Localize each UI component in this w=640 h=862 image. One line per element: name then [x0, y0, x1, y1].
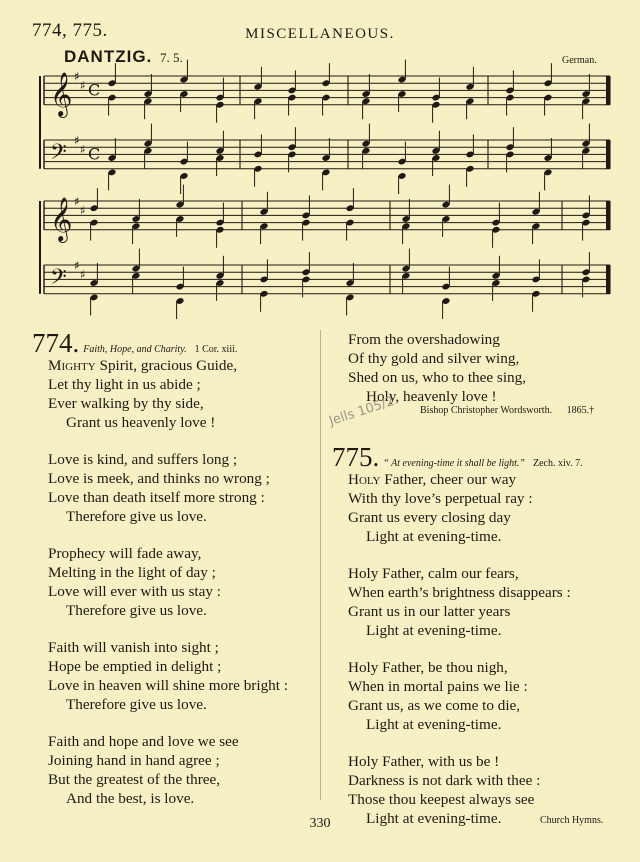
hymn-774-heading — [32, 330, 237, 357]
verse-line: Love is kind, and suffers long ; — [48, 451, 238, 468]
hymn-774-continuation — [348, 330, 526, 406]
music-score — [0, 0, 640, 330]
verse-line: Love than death itself more strong : — [48, 489, 265, 506]
page-number: 330 — [309, 816, 331, 831]
sharp-sign: ♯ — [80, 203, 86, 218]
hymn-774-text — [48, 356, 288, 808]
hymn-775-number: 775. — [332, 442, 380, 472]
verse-line: Light at evening-time. — [366, 622, 502, 639]
verse-line: Holy Father, with us be ! — [348, 753, 500, 770]
verse-line: Holy Father, be thou nigh, — [348, 659, 508, 676]
sharp-sign: ♯ — [74, 194, 80, 209]
verse-line: But the greatest of the three, — [48, 771, 221, 788]
hymn-775-first-line-rest: Father, cheer our way — [380, 471, 517, 488]
verse-line: Ever walking by thy side, — [48, 395, 204, 412]
sharp-sign: ♯ — [74, 69, 80, 84]
verse-line: Love in heaven will shine more bright : — [48, 677, 288, 694]
hymn-775-first-word: Holy — [348, 471, 381, 488]
hymn-775-heading — [332, 444, 583, 471]
verse-line: And the best, is love. — [66, 790, 195, 807]
verse-line: Faith will vanish into sight ; — [48, 639, 219, 656]
verse-line: When earth’s brightness disappears : — [348, 584, 571, 601]
hymn-774-number: 774. — [32, 328, 80, 358]
verse-line: Therefore give us love. — [66, 602, 207, 619]
verse-line: Light at evening-time. — [366, 716, 502, 733]
bass-clef: 𝄢 — [50, 264, 67, 295]
hymn-774-reference: 1 Cor. xiii. — [194, 344, 238, 355]
verse-line: Holy Father, calm our fears, — [348, 565, 519, 582]
hymn-775-source: Church Hymns. — [540, 815, 604, 826]
tune-name: DANTZIG. — [64, 47, 153, 66]
verse-line: Light at evening-time. — [366, 810, 502, 827]
verse-line: Love is meek, and thinks no wrong ; — [48, 470, 270, 487]
verse-line: Light at evening-time. — [366, 528, 502, 545]
hymn-numbers-header: 774, 775. — [32, 20, 108, 41]
sharp-sign: ♯ — [80, 142, 86, 157]
final-bar — [606, 265, 610, 294]
verse-line: Love will ever with us stay : — [48, 583, 221, 600]
hymn-774-title: Faith, Hope, and Charity. — [83, 344, 187, 355]
verse-line: Darkness is not dark with thee : — [348, 772, 541, 789]
section-title: MISCELLANEOUS. — [245, 26, 395, 42]
hymn-774-author: Bishop Christopher Wordsworth. — [420, 405, 553, 416]
time-signature: C — [88, 144, 101, 164]
verse-line: Melting in the light of day ; — [48, 564, 216, 581]
treble-clef: 𝄞 — [50, 71, 73, 116]
verse-line: Grant us in our latter years — [348, 603, 511, 620]
verse-line: Grant us, as we come to die, — [348, 697, 521, 714]
sharp-sign: ♯ — [80, 78, 86, 93]
verse-line: Those thou keepest always see — [348, 791, 535, 808]
verse-line: Hope be emptied in delight ; — [48, 658, 222, 675]
final-bar — [606, 76, 610, 105]
tune-meter: 7. 5. — [160, 50, 183, 65]
sharp-sign: ♯ — [80, 267, 86, 282]
verse-line: Faith and hope and love we see — [48, 733, 239, 750]
verse-line: When in mortal pains we lie : — [348, 678, 528, 695]
sharp-sign: ♯ — [74, 258, 80, 273]
time-signature: C — [88, 80, 101, 100]
verse-line: Let thy light in us abide ; — [48, 376, 201, 393]
verse-line: Holy, heavenly love ! — [366, 388, 497, 405]
verse-line: Therefore give us love. — [66, 696, 207, 713]
hymn-774-year: 1865.† — [566, 405, 595, 416]
final-bar — [606, 140, 610, 169]
hymn-775-title: “ At evening-time it shall be light.” — [383, 458, 525, 469]
verse-line: Joining hand in hand agree ; — [48, 752, 220, 769]
verse-line: With thy love’s perpetual ray : — [348, 490, 533, 507]
hymn-774-first-line-rest: Spirit, gracious Guide, — [95, 357, 238, 374]
verse-line: Prophecy will fade away, — [48, 545, 202, 562]
verse-line: From the overshadowing — [348, 331, 500, 348]
verse-line: Of thy gold and silver wing, — [348, 350, 520, 367]
sharp-sign: ♯ — [74, 133, 80, 148]
verse-line: Shed on us, who to thee sing, — [348, 369, 527, 386]
verse-line: Grant us every closing day — [348, 509, 511, 526]
hymn-774-first-word: Mighty — [48, 357, 96, 374]
bass-clef: 𝄢 — [50, 139, 67, 170]
treble-clef: 𝄞 — [50, 196, 73, 241]
hymn-774-attribution — [420, 405, 594, 416]
column-divider — [320, 330, 321, 800]
verse-line: Grant us heavenly love ! — [66, 414, 216, 431]
final-bar — [606, 201, 610, 230]
hymn-775-text — [348, 470, 571, 828]
handwritten-note: Jells 105/2 — [327, 393, 397, 430]
tune-origin: German. — [562, 55, 597, 66]
verse-line: Therefore give us love. — [66, 508, 207, 525]
hymn-775-reference: Zech. xiv. 7. — [533, 458, 583, 469]
